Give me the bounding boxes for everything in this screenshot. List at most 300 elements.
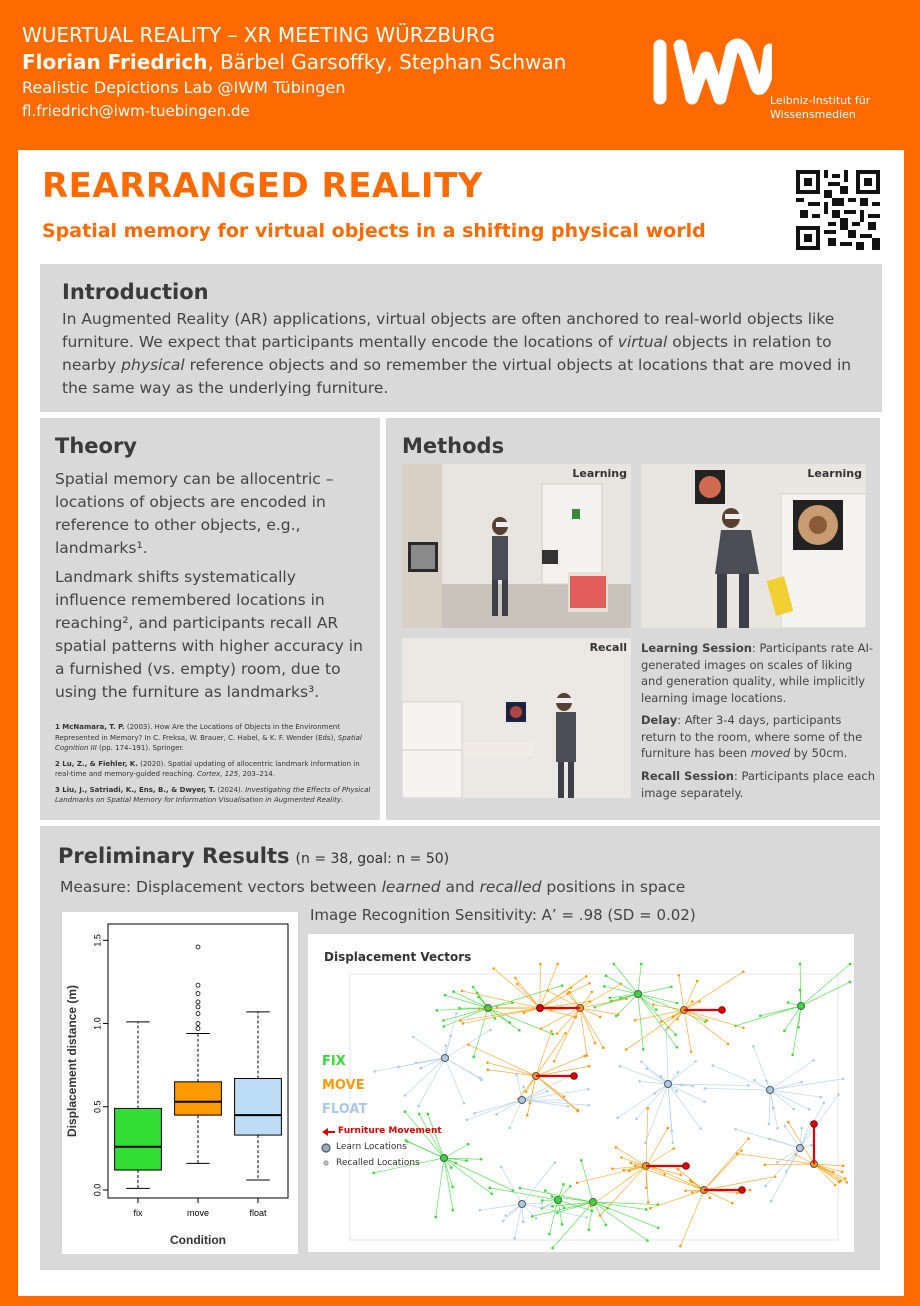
- displacement-line: [801, 982, 850, 1006]
- displacement-line: [445, 1030, 491, 1058]
- recall-session-desc: : Participants place each image separately.: [641, 769, 875, 800]
- poster-header: [22, 22, 566, 122]
- introduction-text: [62, 308, 870, 400]
- vector-cluster: [519, 1159, 660, 1249]
- reference-list: [55, 722, 375, 811]
- ref2-authors: 2 Lu, Z., & Fiehler, K.: [55, 759, 138, 768]
- recalled-location: [372, 1172, 375, 1175]
- poster-subtitle: Spatial memory for virtual objects in a shifting physical world: [42, 220, 706, 242]
- learn-location: [442, 1055, 449, 1062]
- recalled-location: [513, 1237, 516, 1240]
- recalled-location: [770, 1200, 773, 1203]
- learn-location: [665, 1081, 672, 1088]
- recalled-location: [404, 1110, 407, 1113]
- recalled-location: [550, 1030, 553, 1033]
- recalled-location: [772, 1107, 775, 1110]
- displacement-line: [800, 1095, 838, 1148]
- measure-c: and: [440, 878, 480, 896]
- recalled-location: [463, 1102, 466, 1105]
- displacement-line: [445, 1013, 456, 1058]
- delay-desc-c: by 50cm.: [790, 746, 848, 760]
- recalled-location: [793, 1108, 796, 1111]
- boxplot-chart: [62, 912, 298, 1254]
- displacement-line: [501, 1167, 522, 1204]
- vector-cluster: [540, 983, 628, 1063]
- recalled-location: [539, 963, 542, 966]
- recalled-location: [768, 1123, 771, 1126]
- recalled-location: [576, 1109, 579, 1112]
- recalled-location: [549, 1009, 552, 1012]
- recalled-location: [516, 983, 519, 986]
- displacement-line: [770, 1079, 843, 1090]
- recalled-location: [849, 963, 852, 966]
- intro-text-1: In Augmented Reality (AR) applications, virtual objects are often anchored to real-world objects like furniture. We expect that participants mentally encode the locations of: [62, 310, 835, 351]
- displacement-line: [814, 1164, 847, 1182]
- learn-location-icon: [321, 1143, 331, 1153]
- theory-heading: Theory: [55, 434, 137, 458]
- recalled-location: [678, 974, 681, 977]
- moved-furniture-location: [739, 1187, 746, 1194]
- recalled-location: [480, 1158, 483, 1161]
- recalled-location: [657, 1226, 660, 1229]
- conference-name: WUERTUAL REALITY – XR MEETING WÜRZBURG: [22, 23, 496, 47]
- recalled-location: [642, 1048, 645, 1051]
- recalled-location: [799, 963, 802, 966]
- vector-cluster: [634, 1137, 776, 1247]
- recalled-location: [691, 1085, 694, 1088]
- outlier-move: [196, 1000, 200, 1004]
- theory-section: [40, 418, 380, 820]
- recalled-location: [785, 1170, 788, 1173]
- recalled-location: [671, 1141, 674, 1144]
- recalled-location: [480, 1079, 483, 1082]
- recalled-location: [602, 1047, 605, 1050]
- x-tick-label-float: float: [249, 1208, 267, 1218]
- recalled-location: [594, 1042, 597, 1045]
- recalled-location: [525, 1090, 528, 1093]
- recalled-location: [644, 1142, 647, 1145]
- recalled-location: [625, 1048, 628, 1051]
- displacement-line: [580, 984, 621, 1008]
- recalled-location: [679, 1173, 682, 1176]
- y-axis-label: Displacement distance (m): [65, 984, 79, 1138]
- recalled-location: [776, 1161, 779, 1164]
- displacement-line: [536, 1066, 589, 1076]
- measure-text: [60, 878, 685, 896]
- recalled-location: [800, 1081, 803, 1084]
- recalled-location: [628, 1170, 631, 1173]
- authors: [22, 48, 566, 76]
- lab-name: Realistic Depictions Lab @IWM Tübingen: [22, 78, 346, 97]
- box-float: [235, 1078, 282, 1135]
- ref1-pages: (pp. 174–191). Springer.: [96, 744, 184, 752]
- recalled-location: [442, 1019, 445, 1022]
- displacement-line: [436, 1158, 444, 1217]
- recalled-location: [667, 1026, 670, 1029]
- outlier-move: [196, 1022, 200, 1026]
- logo-sub2: Wissensmedien: [770, 108, 856, 121]
- recalled-location: [696, 980, 699, 983]
- recalled-location: [763, 1163, 766, 1166]
- ref3-year: (2024).: [215, 785, 246, 794]
- coauthors: , Bärbel Garsoffky, Stephan Schwan: [207, 50, 567, 74]
- recalled-location: [556, 963, 559, 966]
- recalled-location: [522, 1085, 525, 1088]
- results-section: [40, 826, 880, 1270]
- displacement-line: [591, 1166, 646, 1206]
- vector-cluster: [617, 1028, 750, 1144]
- displacement-line: [684, 1010, 728, 1044]
- recalled-location: [588, 1228, 591, 1231]
- learn-location: [767, 1087, 774, 1094]
- recalled-location: [478, 1007, 481, 1010]
- displacement-line: [540, 983, 589, 1008]
- theory-paragraph-1: Spatial memory can be allocentric – locations of objects are encoded in reference to other objects, e.g., landmarks¹.: [55, 470, 334, 557]
- recalled-location: [473, 1112, 476, 1115]
- recalled-location: [711, 1064, 714, 1067]
- learning-session-text: [641, 640, 875, 706]
- learn-location: [798, 1003, 805, 1010]
- recalled-location: [452, 990, 455, 993]
- displacement-line: [444, 1158, 513, 1191]
- recalled-location: [752, 1045, 755, 1048]
- recalled-location: [551, 1033, 554, 1036]
- recalled-location: [800, 1127, 803, 1130]
- recalled-location: [674, 1033, 677, 1036]
- recalled-location: [640, 963, 643, 966]
- intro-text-5: reference objects and so remember the virtual objects at locations that are moved in the same way as the underlying furniture.: [62, 356, 852, 397]
- methods-heading: Methods: [402, 434, 505, 458]
- photo-2-tag: Learning: [807, 467, 862, 480]
- recalled-location: [576, 1182, 579, 1185]
- recalled-location: [740, 1149, 743, 1152]
- recalled-location: [653, 1092, 656, 1095]
- recalled-location: [586, 1054, 589, 1057]
- recalled-location: [514, 977, 517, 980]
- recalled-location: [837, 1093, 840, 1096]
- recalled-location: [660, 1075, 663, 1078]
- learn-location: [519, 1201, 526, 1208]
- recalled-location: [684, 1189, 687, 1192]
- recalled-location: [630, 1162, 633, 1165]
- recalled-location: [551, 1195, 554, 1198]
- recalled-location: [605, 1224, 608, 1227]
- results-title: Preliminary Results: [58, 844, 290, 868]
- legend-float: FLOAT: [322, 1102, 368, 1117]
- recalled-location: [812, 1059, 815, 1062]
- introduction-section: [40, 264, 882, 412]
- recalled-location: [704, 1087, 707, 1090]
- displacement-line: [474, 1008, 488, 1057]
- recalled-location: [553, 1060, 556, 1063]
- recalled-location: [590, 1205, 593, 1208]
- recalled-location: [443, 1025, 446, 1028]
- displacement-line: [580, 1008, 603, 1048]
- measure-learned: learned: [381, 878, 441, 896]
- recalled-location: [635, 1118, 638, 1121]
- recalled-location: [822, 1102, 825, 1105]
- recalled-location: [450, 1166, 453, 1169]
- recalled-location: [672, 1147, 675, 1150]
- recalled-location: [810, 1144, 813, 1147]
- recalled-location: [508, 1126, 511, 1129]
- learn-location: [635, 991, 642, 998]
- displacement-line: [704, 1139, 748, 1190]
- displacement-line: [419, 1058, 445, 1106]
- recalled-location: [500, 1166, 503, 1169]
- recalled-location: [646, 1239, 649, 1242]
- displacement-line: [580, 999, 626, 1008]
- furniture-arrow-icon: [322, 1127, 336, 1137]
- displacement-line: [770, 1061, 813, 1090]
- recalled-location: [670, 985, 673, 988]
- recalled-location: [849, 981, 852, 984]
- recalled-location: [613, 963, 616, 966]
- reference-3: [55, 785, 375, 806]
- recalled-location: [502, 1220, 505, 1223]
- recalled-location: [551, 1205, 554, 1208]
- recalled-location: [765, 1079, 768, 1082]
- recalled-location: [568, 991, 571, 994]
- recalled-location: [564, 1099, 567, 1102]
- learn-location: [441, 1155, 448, 1162]
- displacement-line: [580, 1008, 618, 1014]
- displacement-line: [737, 1154, 814, 1164]
- learning-session-label: Learning Session: [641, 641, 752, 655]
- recalled-location: [479, 1077, 482, 1080]
- recalled-location: [655, 1008, 658, 1011]
- outlier-move: [196, 992, 200, 996]
- recalled-location: [675, 1090, 678, 1093]
- recalled-location: [742, 1027, 745, 1030]
- recalled-location: [489, 1029, 492, 1032]
- recalled-location: [541, 1202, 544, 1205]
- displacement-line: [654, 1167, 704, 1190]
- displacement-line: [760, 1006, 801, 1016]
- recalled-location: [519, 1187, 522, 1190]
- qr-code-icon[interactable]: [796, 170, 880, 250]
- displacement-line: [419, 1114, 444, 1158]
- recalled-location: [787, 1121, 790, 1124]
- displacement-line: [413, 1037, 445, 1058]
- recalled-location: [492, 967, 495, 970]
- x-tick-label-fix: fix: [133, 1208, 143, 1218]
- displacement-line: [557, 1008, 580, 1034]
- recalled-location: [787, 1001, 790, 1004]
- displacement-line: [765, 1164, 814, 1165]
- logo-sub1: Leibniz-Institut für: [770, 94, 871, 107]
- recalled-location: [776, 1127, 779, 1130]
- recalled-location: [634, 1019, 637, 1022]
- recalled-location: [472, 986, 475, 989]
- ref2-pages: , 203–214.: [238, 770, 275, 778]
- photo-3-tag: Recall: [589, 641, 627, 654]
- displacement-line: [800, 964, 801, 1006]
- recalled-location: [561, 984, 564, 987]
- recalled-location: [622, 1169, 625, 1172]
- outlier-move: [196, 1027, 200, 1031]
- recalled-location: [523, 1011, 526, 1014]
- recalled-location: [759, 1014, 762, 1017]
- recalled-location: [472, 1056, 475, 1059]
- recalled-location: [404, 1094, 407, 1097]
- recalled-location: [677, 1071, 680, 1074]
- recalled-location: [652, 1003, 655, 1006]
- first-author: Florian Friedrich: [22, 50, 208, 74]
- recalled-location: [649, 1207, 652, 1210]
- recalled-location: [619, 983, 622, 986]
- moved-furniture-location: [537, 1005, 544, 1012]
- ref3-title: Investigating the Effects of Physical Landmarks on Spatial Memory for Information Visualisation in Augmented Reality: [55, 785, 371, 804]
- displacement-line: [636, 1084, 668, 1119]
- recalled-location: [603, 985, 606, 988]
- recalled-location: [660, 1020, 663, 1023]
- boxplot-svg: [62, 912, 298, 1254]
- photo-learning-1: [402, 464, 631, 628]
- displacement-line: [444, 1144, 468, 1158]
- recalled-location: [605, 975, 608, 978]
- displacement-line: [490, 1188, 558, 1200]
- recalled-location: [665, 1028, 668, 1031]
- poster-title: REARRANGED REALITY: [42, 166, 483, 206]
- recalled-location: [562, 1183, 565, 1186]
- recalled-location: [791, 1054, 794, 1057]
- recalled-location-icon: [322, 1159, 330, 1167]
- recalled-location: [564, 1032, 567, 1035]
- displacement-line: [646, 1166, 681, 1175]
- recalled-location: [444, 1044, 447, 1047]
- x-axis-label: Condition: [170, 1233, 226, 1247]
- learning-room-image: [402, 464, 631, 628]
- recalled-location: [444, 994, 447, 997]
- displacement-line: [549, 1200, 558, 1234]
- displacement-line: [638, 987, 671, 994]
- recalled-location: [567, 1105, 570, 1108]
- displacement-line: [641, 1062, 668, 1084]
- recalled-location: [546, 1090, 549, 1093]
- recalled-location: [611, 1167, 614, 1170]
- recalled-location: [546, 989, 549, 992]
- displacement-line: [786, 1148, 800, 1171]
- recalled-location: [548, 1233, 551, 1236]
- methods-section: [386, 418, 880, 820]
- legend-move: MOVE: [322, 1078, 365, 1093]
- displacement-line: [735, 1006, 801, 1026]
- recalled-location: [490, 1193, 493, 1196]
- displacement-line: [684, 1010, 743, 1028]
- recalled-location: [451, 1186, 454, 1189]
- recalled-location: [617, 1116, 620, 1119]
- recalled-location: [747, 1084, 750, 1087]
- x-tick-label-move: move: [186, 1208, 210, 1218]
- delay-text: [641, 712, 875, 762]
- recalled-location: [587, 1104, 590, 1107]
- recalled-location: [747, 1137, 750, 1140]
- delay-label: Delay: [641, 713, 678, 727]
- recalled-location: [620, 1156, 623, 1159]
- recalled-location: [841, 1171, 844, 1174]
- measure-e: positions in space: [541, 878, 686, 896]
- recalled-location: [764, 1185, 767, 1188]
- recalled-location: [640, 1061, 643, 1064]
- displacement-line: [445, 995, 488, 1008]
- displacement-line: [635, 1166, 704, 1190]
- recalled-location: [462, 1022, 465, 1025]
- recognition-sensitivity: Image Recognition Sensitivity: A’ = .98 (SD = 0.02): [310, 906, 696, 924]
- vector-cluster: [466, 1073, 590, 1129]
- ref1-authors: 1 McNamara, T. P.: [55, 723, 125, 731]
- recalled-location: [645, 1208, 648, 1211]
- recalled-location: [615, 1146, 618, 1149]
- recalled-location: [418, 1113, 421, 1116]
- recalled-location: [583, 1055, 586, 1058]
- displacement-vectors-svg: [308, 934, 854, 1252]
- recalled-location: [742, 970, 745, 973]
- recalled-location: [465, 1159, 468, 1162]
- recall-room-image: [402, 638, 631, 798]
- displacement-line: [646, 1149, 674, 1166]
- recalled-location: [526, 1114, 529, 1117]
- vector-cluster: [459, 963, 591, 1025]
- legend-furniture: Furniture Movement: [338, 1126, 442, 1136]
- learning-closeup-image: [641, 464, 866, 628]
- displacement-line: [553, 1202, 593, 1248]
- outlier-move: [196, 1005, 200, 1009]
- recalled-location: [556, 1032, 559, 1035]
- displacement-line: [668, 1084, 672, 1131]
- y-tick-label: 0.0: [92, 1183, 103, 1197]
- displacement-line: [606, 976, 638, 994]
- recalled-location: [768, 1137, 771, 1140]
- recalled-location: [569, 1185, 572, 1188]
- displacement-line: [517, 984, 540, 1008]
- legend-recalled: Recalled Locations: [336, 1158, 420, 1168]
- recalled-location: [690, 1050, 693, 1053]
- y-tick-label: 1.5: [92, 934, 103, 947]
- displacement-line: [668, 1084, 701, 1129]
- recalled-location: [373, 1070, 376, 1073]
- displacement-line: [770, 1139, 800, 1148]
- vector-cluster: [373, 1012, 492, 1107]
- recalled-location: [609, 997, 612, 1000]
- vector-cluster: [488, 1183, 593, 1235]
- displacement-line: [713, 1065, 770, 1090]
- recalled-location: [699, 1127, 702, 1130]
- recalled-location: [625, 998, 628, 1001]
- recalled-location: [671, 1130, 674, 1133]
- ref1-text: (2003). How Are the Locations of Objects in the Environment Represented in Memory? In C. Freksa, W. Brauer, C. Habel, & K. F. Wender (Eds),: [55, 723, 340, 742]
- recalled-location: [518, 1029, 521, 1032]
- recalled-location: [666, 1127, 669, 1130]
- recalled-location: [561, 1223, 564, 1226]
- displacement-line: [593, 1202, 648, 1241]
- recalled-location: [486, 1061, 489, 1064]
- intro-text-virtual: virtual: [617, 333, 668, 351]
- displacement-line: [680, 1190, 704, 1246]
- recalled-location: [593, 1006, 596, 1009]
- recalled-location: [455, 1012, 458, 1015]
- recalled-location: [563, 1095, 566, 1098]
- displacement-line: [405, 1058, 445, 1095]
- displacement-line: [445, 1058, 480, 1078]
- displacement-line: [488, 1008, 519, 1030]
- recalled-location: [466, 1119, 469, 1122]
- displacement-line: [653, 1005, 684, 1010]
- recalled-location: [426, 1113, 429, 1116]
- recalled-location: [458, 1007, 461, 1010]
- displacement-line: [769, 1090, 770, 1124]
- recalled-location: [599, 1214, 602, 1217]
